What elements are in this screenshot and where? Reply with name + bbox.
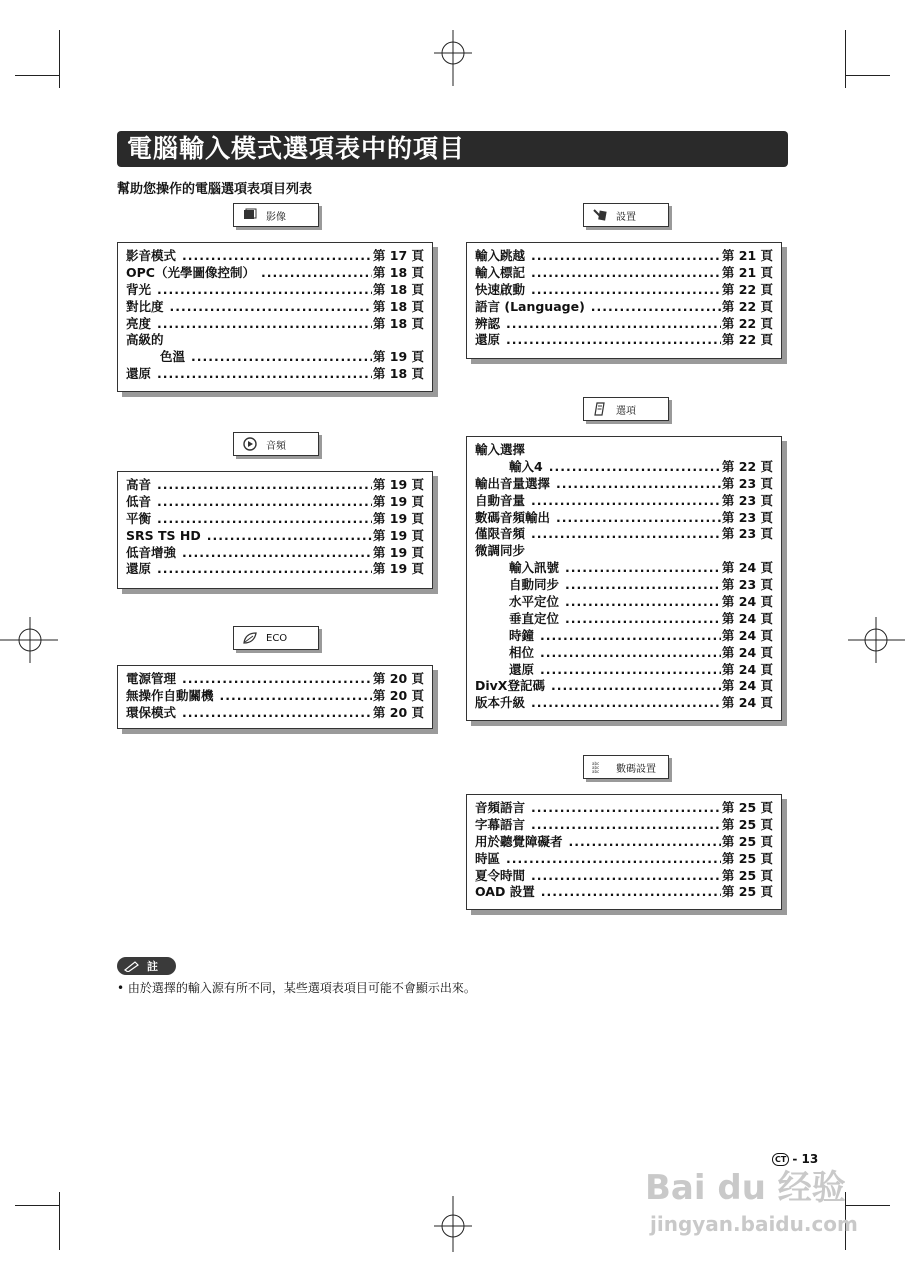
menu-item-page-ref: 第 25 頁 xyxy=(721,816,773,832)
watermark xyxy=(640,1160,880,1250)
menu-item-page-ref: 第 25 頁 xyxy=(721,867,773,883)
menu-item-label: 快速啟動 xyxy=(475,281,526,297)
menu-item-row xyxy=(475,442,773,459)
svg-text:abc: abc xyxy=(592,769,600,774)
menu-item-label: 辨認 xyxy=(475,315,501,331)
dot-leader xyxy=(531,493,721,510)
registration-mark-right xyxy=(848,615,905,665)
crop-mark xyxy=(15,1205,60,1206)
menu-item-row xyxy=(475,560,773,577)
menu-item-label: 微調同步 xyxy=(475,543,526,559)
menu-item-row xyxy=(475,678,773,695)
menu-item-row xyxy=(475,662,773,679)
menu-item-page-ref: 第 25 頁 xyxy=(721,850,773,866)
dot-leader xyxy=(565,560,721,577)
dot-leader xyxy=(207,528,372,545)
menu-item-row xyxy=(126,366,424,383)
menu-item-row xyxy=(475,628,773,645)
menu-item-row xyxy=(475,611,773,628)
dot-leader xyxy=(157,561,372,578)
menu-item-page-ref: 第 22 頁 xyxy=(721,315,773,331)
menu-item-row xyxy=(126,248,424,265)
dot-leader xyxy=(261,265,372,282)
menu-item-row xyxy=(126,494,424,511)
note-text: • 由於選擇的輸入源有所不同，某些選項表項目可能不會顯示出來。 xyxy=(117,981,476,995)
menu-item-label: 還原 xyxy=(509,661,535,677)
menu-item-row xyxy=(126,528,424,545)
menu-item-label: 垂直定位 xyxy=(509,610,560,626)
option-document-icon xyxy=(592,402,608,416)
menu-item-label: 高級的 xyxy=(126,332,164,348)
dot-leader xyxy=(540,645,721,662)
menu-item-row xyxy=(475,543,773,560)
menu-item-row xyxy=(126,561,424,578)
setup-menu-list xyxy=(466,242,782,359)
note-pencil-icon xyxy=(123,960,141,972)
picture-icon xyxy=(242,208,258,222)
menu-item-label: 音頻語言 xyxy=(475,800,526,815)
dot-leader xyxy=(531,868,721,885)
menu-item-row xyxy=(475,282,773,299)
menu-item-row xyxy=(475,834,773,851)
page-number-text: - 13 xyxy=(792,1152,819,1166)
menu-item-page-ref: 第 19 頁 xyxy=(372,510,424,526)
menu-item-page-ref: 第 18 頁 xyxy=(372,298,424,314)
menu-item-row xyxy=(475,476,773,493)
menu-item-page-ref: 第 19 頁 xyxy=(372,349,424,365)
menu-item-page-ref: 第 22 頁 xyxy=(721,281,773,297)
page-subtitle: 幫助您操作的電腦選項表項目列表 xyxy=(117,182,313,197)
menu-item-page-ref: 第 22 頁 xyxy=(721,332,773,348)
dot-leader xyxy=(182,248,372,265)
option-menu-list xyxy=(466,436,782,721)
menu-item-page-ref: 第 22 頁 xyxy=(721,298,773,314)
menu-item-row xyxy=(126,688,424,705)
digital-setup-menu-list xyxy=(466,794,782,910)
menu-item-row xyxy=(475,248,773,265)
dot-leader xyxy=(157,511,372,528)
menu-item-row xyxy=(126,316,424,333)
menu-item-page-ref: 第 21 頁 xyxy=(721,264,773,280)
section-header-label: 影像 xyxy=(266,211,286,223)
menu-item-label: DivX登記碼 xyxy=(475,678,545,694)
menu-item-label: 色溫 xyxy=(160,349,186,365)
dot-leader xyxy=(531,800,721,817)
watermark-brand: Bai du 经验 xyxy=(645,1168,846,1208)
dot-leader xyxy=(531,248,721,265)
menu-item-page-ref: 第 21 頁 xyxy=(721,248,773,263)
note-tab-label: 註 xyxy=(147,960,158,973)
dot-leader xyxy=(182,671,372,688)
menu-item-page-ref: 第 23 頁 xyxy=(721,526,773,542)
dot-leader xyxy=(506,316,721,333)
menu-item-row xyxy=(475,265,773,282)
section-header-label: 設置 xyxy=(616,211,636,223)
menu-item-row xyxy=(475,800,773,817)
menu-item-label: 還原 xyxy=(126,561,152,577)
dot-leader xyxy=(157,316,372,333)
menu-item-label: 數碼音頻輸出 xyxy=(475,509,551,525)
menu-item-label: 字幕語言 xyxy=(475,816,526,832)
menu-item-label: 低音增強 xyxy=(126,544,177,560)
menu-item-row xyxy=(475,695,773,712)
menu-item-page-ref: 第 24 頁 xyxy=(721,644,773,660)
dot-leader xyxy=(531,282,721,299)
menu-item-label: 影音模式 xyxy=(126,248,177,263)
menu-item-row xyxy=(126,545,424,562)
menu-item-page-ref: 第 20 頁 xyxy=(372,671,424,686)
menu-item-label: SRS TS HD xyxy=(126,527,201,543)
menu-item-page-ref: 第 19 頁 xyxy=(372,561,424,577)
dot-leader xyxy=(220,688,372,705)
dot-leader xyxy=(531,265,721,282)
menu-item-row xyxy=(475,645,773,662)
menu-item-page-ref: 第 25 頁 xyxy=(721,884,773,900)
menu-item-row xyxy=(126,299,424,316)
menu-item-page-ref: 第 18 頁 xyxy=(372,264,424,280)
menu-item-label: 水平定位 xyxy=(509,594,560,610)
menu-item-label: 電源管理 xyxy=(126,671,177,686)
menu-item-row xyxy=(475,299,773,316)
menu-item-label: 對比度 xyxy=(126,298,164,314)
menu-item-row xyxy=(475,868,773,885)
section-header-label: 音頻 xyxy=(266,440,286,452)
menu-item-label: 平衡 xyxy=(126,510,152,526)
menu-item-row xyxy=(475,316,773,333)
menu-item-page-ref: 第 23 頁 xyxy=(721,509,773,525)
dot-leader xyxy=(569,834,721,851)
menu-item-page-ref: 第 24 頁 xyxy=(721,678,773,694)
menu-item-label: 亮度 xyxy=(126,315,152,331)
dot-leader xyxy=(191,349,372,366)
menu-item-page-ref: 第 18 頁 xyxy=(372,366,424,382)
dot-leader xyxy=(157,366,372,383)
dot-leader xyxy=(591,299,721,316)
menu-item-page-ref: 第 24 頁 xyxy=(721,594,773,610)
crop-mark xyxy=(15,75,60,76)
dot-leader xyxy=(170,299,372,316)
menu-item-label: 相位 xyxy=(509,644,535,660)
menu-item-page-ref: 第 17 頁 xyxy=(372,248,424,263)
section-header-label: 選項 xyxy=(616,405,636,417)
picture-menu-list xyxy=(117,242,433,392)
menu-item-page-ref: 第 20 頁 xyxy=(372,704,424,720)
dot-leader xyxy=(182,705,372,722)
menu-item-label: 語言 (Language) xyxy=(475,298,585,314)
menu-item-page-ref: 第 24 頁 xyxy=(721,695,773,711)
eco-leaf-icon xyxy=(242,631,258,645)
menu-item-label: 版本升級 xyxy=(475,695,526,711)
dot-leader xyxy=(565,577,721,594)
menu-item-label: 輸入標記 xyxy=(475,264,526,280)
section-header-label: ECO xyxy=(266,632,288,644)
audio-section-header xyxy=(233,432,319,456)
watermark-url: jingyan.baidu.com xyxy=(650,1212,858,1236)
menu-item-row xyxy=(475,493,773,510)
registration-mark-bottom xyxy=(430,1196,476,1252)
dot-leader xyxy=(556,476,721,493)
dot-leader xyxy=(157,477,372,494)
menu-item-page-ref: 第 20 頁 xyxy=(372,687,424,703)
menu-item-page-ref: 第 23 頁 xyxy=(721,492,773,508)
crop-mark xyxy=(845,30,846,88)
menu-item-label: 時區 xyxy=(475,850,501,866)
menu-item-row xyxy=(126,349,424,366)
note-tab xyxy=(117,957,176,975)
section-header-label: 數碼設置 xyxy=(616,763,656,775)
dot-leader xyxy=(182,545,372,562)
svg-text:abc: abc xyxy=(592,761,600,766)
menu-item-page-ref: 第 25 頁 xyxy=(721,800,773,815)
menu-item-label: 用於聽覺障礙者 xyxy=(475,833,563,849)
menu-item-page-ref: 第 24 頁 xyxy=(721,560,773,576)
menu-item-row xyxy=(126,705,424,722)
menu-item-row xyxy=(475,332,773,349)
audio-menu-list xyxy=(117,471,433,589)
menu-item-label: 時鐘 xyxy=(509,627,535,643)
registration-mark-top xyxy=(430,30,476,86)
eco-section-header xyxy=(233,626,319,650)
menu-item-row xyxy=(475,510,773,527)
registration-mark-left xyxy=(0,615,58,665)
menu-item-row xyxy=(475,526,773,543)
dot-leader xyxy=(531,817,721,834)
menu-item-page-ref: 第 22 頁 xyxy=(721,458,773,474)
menu-item-label: 背光 xyxy=(126,281,152,297)
menu-item-page-ref: 第 24 頁 xyxy=(721,627,773,643)
digital-setup-icon xyxy=(592,760,608,774)
menu-item-page-ref: 第 25 頁 xyxy=(721,833,773,849)
menu-item-row xyxy=(126,332,424,349)
menu-item-page-ref: 第 19 頁 xyxy=(372,477,424,492)
menu-item-row xyxy=(475,594,773,611)
crop-mark xyxy=(845,75,890,76)
digital-setup-section-header xyxy=(583,755,669,779)
dot-leader xyxy=(531,526,721,543)
menu-item-page-ref: 第 24 頁 xyxy=(721,661,773,677)
menu-item-label: 無操作自動關機 xyxy=(126,687,214,703)
crop-mark xyxy=(59,1192,60,1250)
dot-leader xyxy=(565,611,721,628)
menu-item-label: 自動同步 xyxy=(509,577,560,593)
dot-leader xyxy=(556,510,721,527)
dot-leader xyxy=(157,494,372,511)
dot-leader xyxy=(541,884,721,901)
menu-item-row xyxy=(126,671,424,688)
menu-item-label: 低音 xyxy=(126,493,152,509)
dot-leader xyxy=(540,628,721,645)
dot-leader xyxy=(540,662,721,679)
page-title: 電腦輸入模式選項表中的項目 xyxy=(117,131,788,167)
menu-item-label: 還原 xyxy=(126,366,152,382)
picture-section-header xyxy=(233,203,319,227)
setup-tools-icon xyxy=(592,208,608,222)
svg-text:abc: abc xyxy=(592,765,600,770)
menu-item-row xyxy=(475,459,773,476)
menu-item-row xyxy=(126,282,424,299)
menu-item-page-ref: 第 24 頁 xyxy=(721,610,773,626)
menu-item-label: OPC（光學圖像控制） xyxy=(126,264,255,280)
menu-item-label: 僅限音頻 xyxy=(475,526,526,542)
dot-leader xyxy=(531,695,721,712)
menu-item-page-ref: 第 18 頁 xyxy=(372,281,424,297)
menu-item-row xyxy=(475,851,773,868)
audio-icon xyxy=(242,437,258,451)
menu-item-label: 還原 xyxy=(475,332,501,348)
menu-item-label: 輸入選擇 xyxy=(475,442,526,457)
dot-leader xyxy=(506,332,721,349)
menu-item-page-ref: 第 19 頁 xyxy=(372,527,424,543)
menu-item-page-ref: 第 23 頁 xyxy=(721,577,773,593)
menu-item-row xyxy=(475,817,773,834)
menu-item-page-ref: 第 18 頁 xyxy=(372,315,424,331)
menu-item-page-ref: 第 23 頁 xyxy=(721,475,773,491)
dot-leader xyxy=(157,282,372,299)
menu-item-row xyxy=(126,265,424,282)
menu-item-row xyxy=(475,577,773,594)
menu-item-label: 輸入跳越 xyxy=(475,248,526,263)
menu-item-row xyxy=(126,477,424,494)
dot-leader xyxy=(549,459,721,476)
menu-item-label: 輸入4 xyxy=(509,458,543,474)
menu-item-label: 高音 xyxy=(126,477,152,492)
menu-item-label: 環保模式 xyxy=(126,704,177,720)
menu-item-row xyxy=(126,511,424,528)
crop-mark xyxy=(59,30,60,88)
language-code-badge: CT xyxy=(772,1153,789,1166)
menu-item-label: OAD 設置 xyxy=(475,884,535,900)
menu-item-page-ref: 第 19 頁 xyxy=(372,493,424,509)
dot-leader xyxy=(551,678,721,695)
menu-item-label: 自動音量 xyxy=(475,492,526,508)
option-section-header xyxy=(583,397,669,421)
menu-item-page-ref: 第 19 頁 xyxy=(372,544,424,560)
dot-leader xyxy=(565,594,721,611)
menu-item-label: 輸出音量選擇 xyxy=(475,475,551,491)
menu-item-label: 輸入訊號 xyxy=(509,560,560,576)
menu-item-label: 夏令時間 xyxy=(475,867,526,883)
menu-item-row xyxy=(475,884,773,901)
dot-leader xyxy=(506,851,721,868)
setup-section-header xyxy=(583,203,669,227)
eco-menu-list xyxy=(117,665,433,729)
